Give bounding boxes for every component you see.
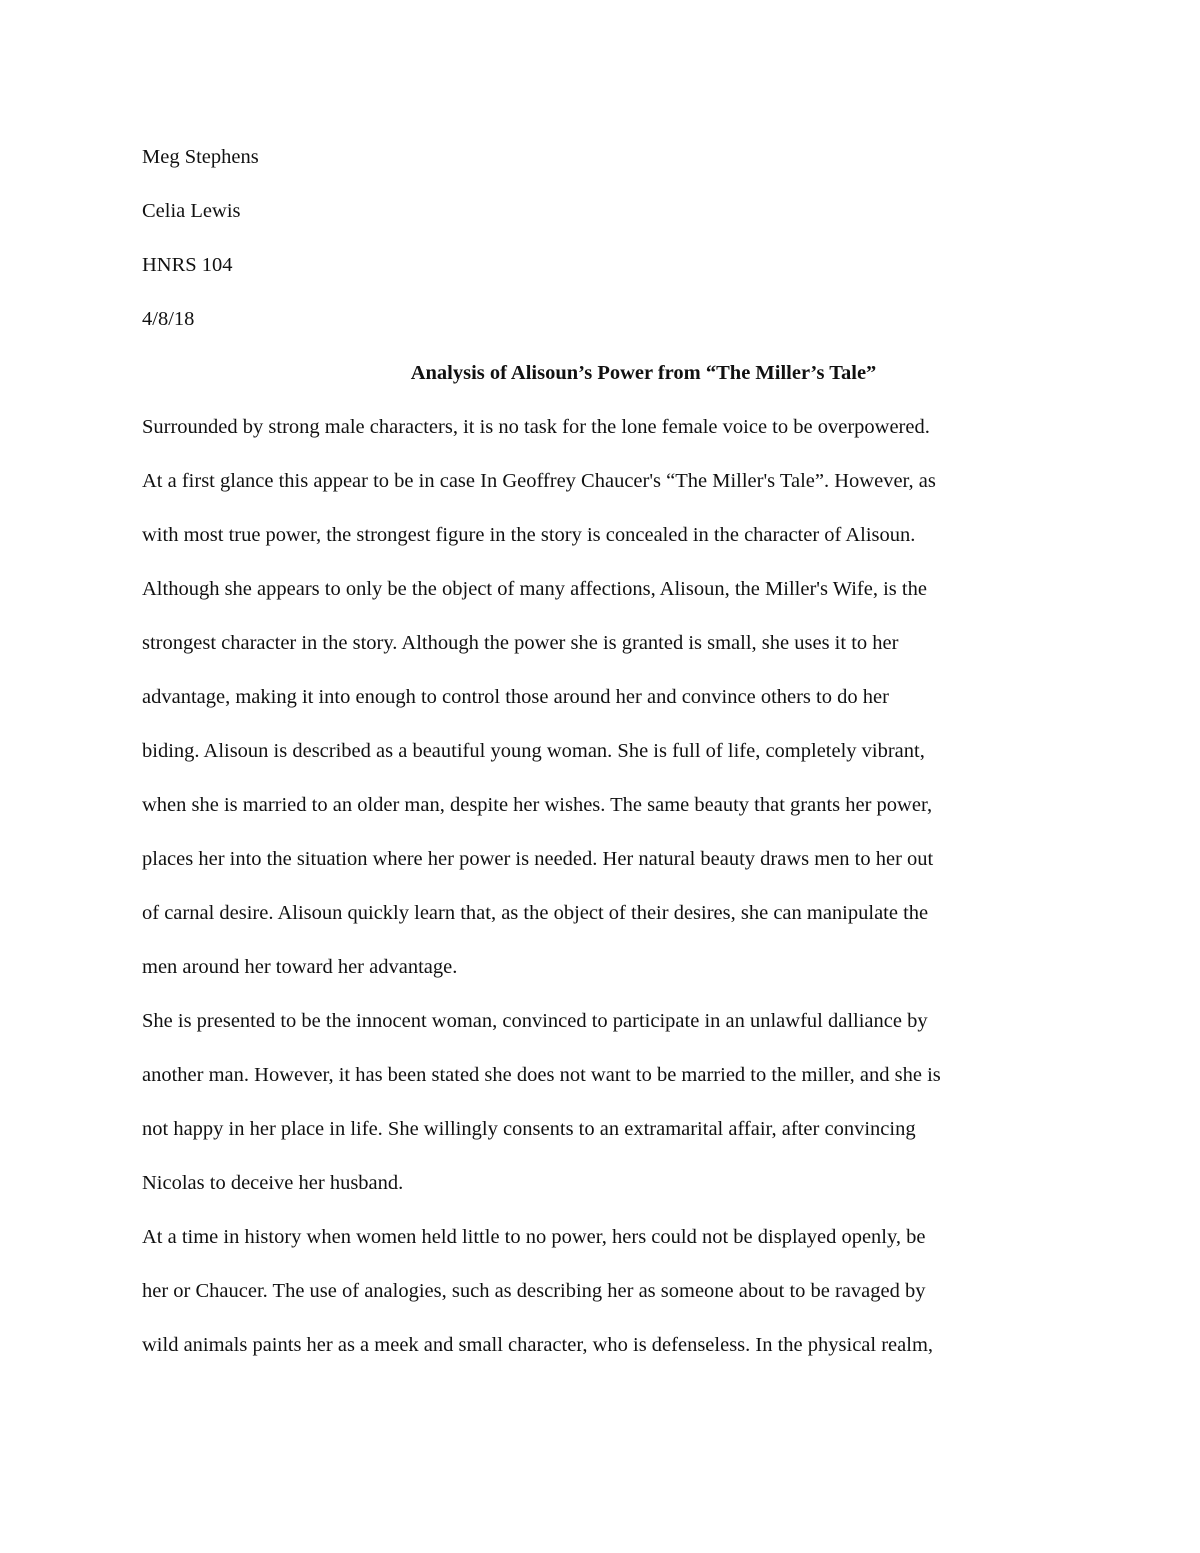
body-line: men around her toward her advantage. (142, 956, 458, 978)
body-line: with most true power, the strongest figure in the story is concealed in the character of Alisoun. (142, 524, 916, 546)
body-line: strongest character in the story. Although the power she is granted is small, she uses it to her (142, 632, 899, 654)
body-line: her or Chaucer. The use of analogies, such as describing her as someone about to be ravaged by (142, 1280, 926, 1302)
body-line: wild animals paints her as a meek and small character, who is defenseless. In the physical realm, (142, 1334, 934, 1356)
body-line: places her into the situation where her power is needed. Her natural beauty draws men to her out (142, 848, 934, 870)
body-line: of carnal desire. Alisoun quickly learn that, as the object of their desires, she can manipulate the (142, 902, 929, 924)
body-line: Nicolas to deceive her husband. (142, 1172, 404, 1194)
course-code: HNRS 104 (142, 254, 233, 276)
body-line: advantage, making it into enough to control those around her and convince others to do her (142, 686, 889, 708)
body-line: She is presented to be the innocent woman, convinced to participate in an unlawful dalliance by (142, 1010, 928, 1032)
body-line: Although she appears to only be the object of many affections, Alisoun, the Miller's Wife, is the (142, 578, 927, 600)
document-content (142, 130, 1072, 1372)
instructor-name: Celia Lewis (142, 200, 241, 222)
body-line: Surrounded by strong male characters, it is no task for the lone female voice to be overpowered. (142, 416, 930, 438)
body-line: another man. However, it has been stated she does not want to be married to the miller, and she is (142, 1064, 941, 1086)
author-name: Meg Stephens (142, 146, 259, 168)
body-line: At a first glance this appear to be in case In Geoffrey Chaucer's “The Miller's Tale”. However, as (142, 470, 936, 492)
essay-title: Analysis of Alisoun’s Power from “The Miller’s Tale” (410, 362, 877, 384)
essay-date: 4/8/18 (142, 308, 195, 330)
body-line: biding. Alisoun is described as a beautiful young woman. She is full of life, completely vibrant, (142, 740, 925, 762)
body-line: when she is married to an older man, despite her wishes. The same beauty that grants her power, (142, 794, 933, 816)
body-line: At a time in history when women held little to no power, hers could not be displayed openly, be (142, 1226, 926, 1248)
body-line: not happy in her place in life. She willingly consents to an extramarital affair, after convincing (142, 1118, 916, 1140)
